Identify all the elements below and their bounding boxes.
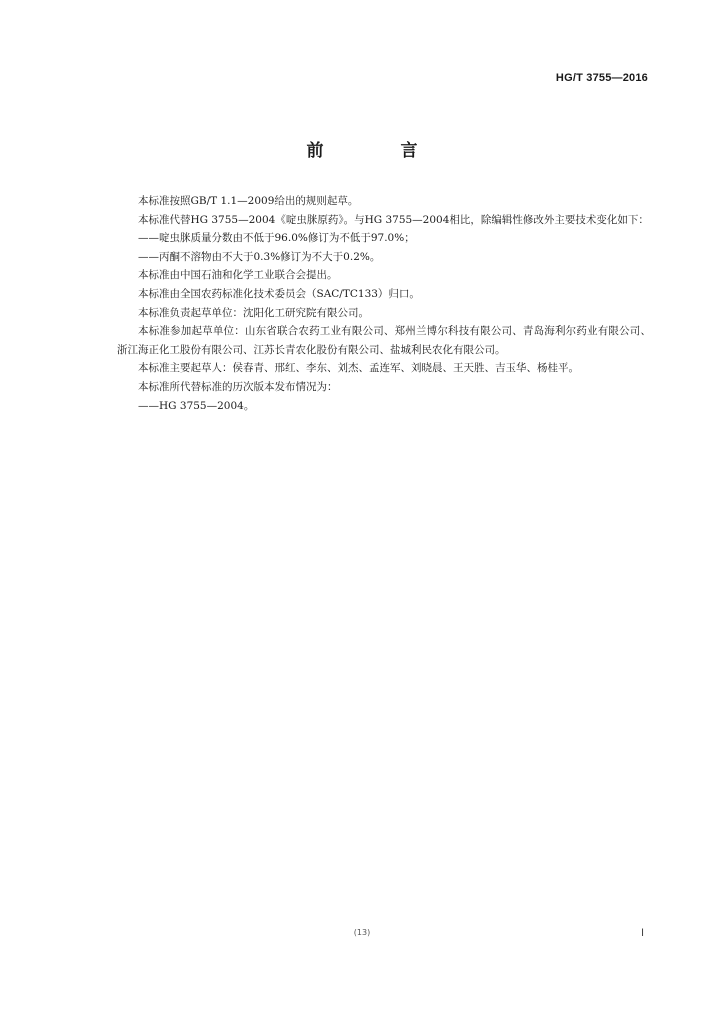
paragraph-proposed-by: 本标准由中国石油和化学工业联合会提出。 bbox=[138, 269, 338, 282]
page-title: 前 言 bbox=[306, 141, 448, 161]
paragraph-drafting-rules: 本标准按照GB/T 1.1—2009给出的规则起草。 bbox=[138, 195, 359, 207]
paragraph-participating-drafters: 本标准参加起草单位：山东省联合农药工业有限公司、郑州兰博尔科技有限公司、青岛海利尔药业有限公司、浙江海正化工股份有限公司、江苏长青农化股份有限公司、盐城利民农化有限公司。 bbox=[117, 325, 651, 356]
paragraph-main-drafters: 本标准主要起草人：侯春青、邢红、李东、刘杰、孟连军、刘晓晨、王天胜、吉玉华、杨桂平。 bbox=[138, 362, 579, 375]
paragraph-replaces: 本标准代替HG 3755—2004《啶虫脒原药》。与HG 3755—2004相比，除编辑性修改外主要技术变化如下： bbox=[138, 213, 649, 226]
change-item-mass-fraction: ——啶虫脒质量分数由不低于96.0%修订为不低于97.0%； bbox=[138, 232, 415, 245]
change-item-acetone-insoluble: ——丙酮不溶物由不大于0.3%修订为不大于0.2%。 bbox=[138, 250, 381, 263]
standard-code: HG/T 3755—2016 bbox=[555, 72, 648, 84]
foreword-body bbox=[117, 192, 651, 415]
paragraph-centralized-by: 本标准由全国农药标准化技术委员会（SAC/TC133）归口。 bbox=[138, 287, 420, 300]
paragraph-previous-editions: 本标准所代替标准的历次版本发布情况为： bbox=[138, 380, 338, 393]
previous-edition-item: ——HG 3755—2004。 bbox=[138, 399, 255, 412]
paragraph-responsible-drafter: 本标准负责起草单位：沈阳化工研究院有限公司。 bbox=[138, 306, 369, 319]
page-code: (13) bbox=[353, 928, 371, 937]
page-number: I bbox=[640, 927, 644, 939]
